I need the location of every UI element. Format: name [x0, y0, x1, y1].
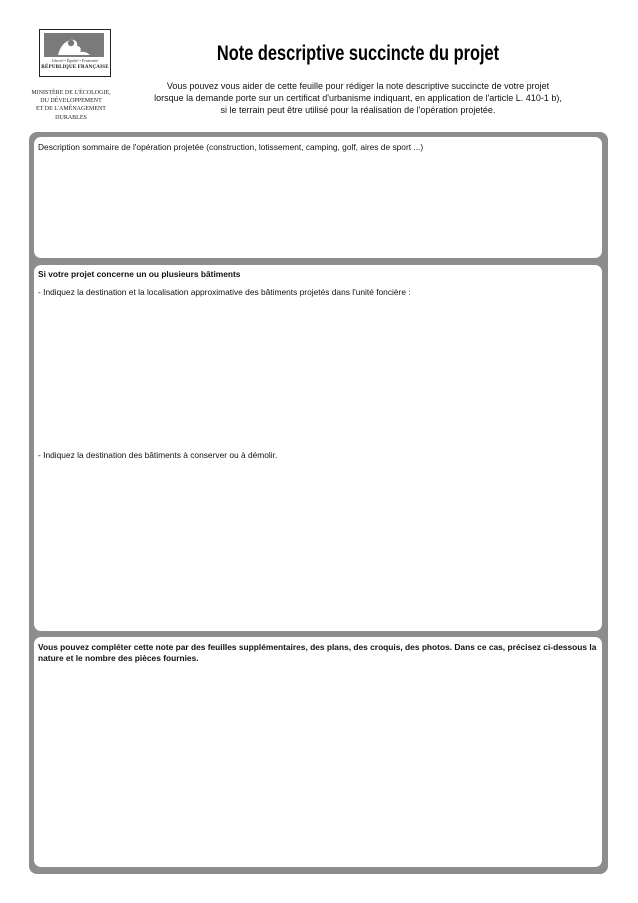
ministry-line: DURABLES — [55, 114, 87, 121]
ministry-line: MINISTÈRE DE L'ÉCOLOGIE, — [31, 90, 111, 96]
buildings-destination-prompt: - Indiquez la destination et la localisation approximative des bâtiments projetés dans l'unité foncière : — [38, 287, 411, 297]
intro-text — [120, 80, 596, 116]
description-panel[interactable] — [34, 137, 602, 258]
logo-motto: Liberté • Égalité • Fraternité — [51, 58, 99, 63]
marianne-logo — [39, 29, 111, 77]
buildings-heading: Si votre projet concerne un ou plusieurs bâtiments — [38, 269, 241, 279]
intro-line: si le terrain peut être utilisé pour la réalisation de l'opération projetée. — [220, 105, 496, 115]
ministry-logo-block — [29, 29, 113, 125]
buildings-conserve-prompt: - Indiquez la destination des bâtiments à conserver ou à démolir. — [38, 450, 278, 460]
page-title: Note descriptive succincte du projet — [216, 42, 500, 65]
attachments-panel[interactable] — [34, 637, 602, 867]
buildings-panel[interactable] — [34, 265, 602, 631]
ministry-line: DU DÉVELOPPEMENT — [40, 98, 102, 105]
ministry-name — [29, 89, 113, 122]
attachments-text: Vous pouvez compléter cette note par des feuilles supplémentaires, des plans, des croquis, des photos. Dans ce cas, précisez ci-dessous la nature et le nombre des pièces fournies. — [38, 642, 597, 663]
description-label: Description sommaire de l'opération projetée (construction, lotissement, camping, golf, aires de sport ...) — [38, 142, 424, 152]
ministry-line: ET DE L'AMÉNAGEMENT — [36, 106, 106, 113]
logo-republic: RÉPUBLIQUE FRANÇAISE — [41, 65, 109, 70]
marianne-icon — [44, 33, 104, 57]
intro-line: Vous pouvez vous aider de cette feuille pour rédiger la note descriptive succincte de votre projet — [166, 81, 550, 91]
intro-line: lorsque la demande porte sur un certificat d'urbanisme indiquant, en application de l'article L. 410-1 b), — [154, 93, 562, 103]
